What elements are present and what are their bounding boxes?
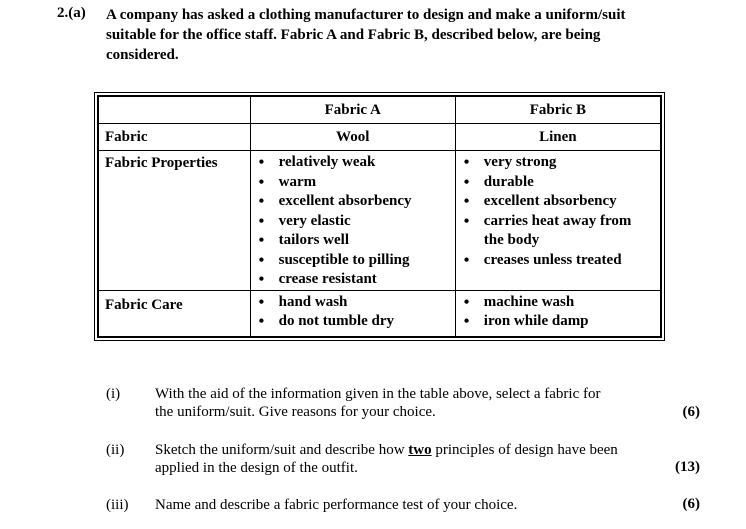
list-item: • relatively weak: [279, 153, 449, 173]
marks-i: (6): [682, 404, 700, 420]
subquestion-number: (iii): [106, 497, 129, 513]
subquestion-line-pre: Sketch the uniform/suit and describe how: [155, 442, 409, 458]
subquestion-line: the uniform/suit. Give reasons for your choice.: [155, 404, 436, 420]
list-item: • carries heat away from the body: [484, 212, 654, 251]
care-b-list: [462, 293, 654, 332]
list-item: • do not tumble dry: [279, 312, 449, 332]
care-a-list: [257, 293, 449, 332]
fabric-table: [97, 95, 662, 338]
properties-a-list: [257, 153, 449, 290]
subquestion-text: [155, 441, 665, 477]
list-item: • excellent absorbency: [484, 192, 654, 212]
subquestion-iii: [106, 496, 706, 516]
subquestion-line: With the aid of the information given in the table above, select a fabric for: [155, 386, 601, 402]
marks-ii: (13): [675, 459, 700, 475]
subquestion-line: applied in the design of the outfit.: [155, 460, 358, 476]
list-item: • excellent absorbency: [279, 192, 449, 212]
fabric-b-name: Linen: [455, 124, 661, 151]
properties-b-list: [462, 153, 654, 270]
list-item: • very elastic: [279, 212, 449, 232]
list-item: • machine wash: [484, 293, 654, 313]
list-item: • creases unless treated: [484, 251, 654, 271]
properties-a-cell: [250, 151, 455, 291]
marks-iii: (6): [682, 496, 700, 512]
list-item: • warm: [279, 173, 449, 193]
table-row-properties: [98, 151, 661, 291]
list-item: • very strong: [484, 153, 654, 173]
care-b-cell: [455, 290, 661, 337]
question-line: suitable for the office staff. Fabric A and Fabric B, described below, are being: [106, 27, 601, 43]
table-row-fabric: [98, 124, 661, 151]
question-text: [106, 5, 696, 65]
header-fabric-a: Fabric A: [250, 96, 455, 124]
list-item: • susceptible to pilling: [279, 251, 449, 271]
table-row-care: [98, 290, 661, 337]
emphasis-two: two: [408, 442, 432, 458]
subquestion-i: [106, 385, 706, 425]
fabric-a-name: Wool: [250, 124, 455, 151]
header-fabric-b: Fabric B: [455, 96, 661, 124]
subquestion-number: (i): [106, 386, 121, 402]
properties-b-cell: [455, 151, 661, 291]
subquestion-number: (ii): [106, 442, 125, 458]
row-label-care: Fabric Care: [98, 290, 250, 337]
care-a-cell: [250, 290, 455, 337]
question-number: 2.(a): [57, 5, 86, 21]
row-label-fabric: Fabric: [98, 124, 250, 151]
list-item: • tailors well: [279, 231, 449, 251]
subquestion-text: [155, 385, 665, 421]
subquestion-ii: [106, 441, 706, 481]
subquestion-line-post: principles of design have been: [431, 442, 618, 458]
list-item: • crease resistant: [279, 270, 449, 290]
question-line: considered.: [106, 47, 179, 63]
table-header-row: [98, 96, 661, 124]
header-empty-cell: [98, 96, 250, 124]
list-item: • durable: [484, 173, 654, 193]
list-item: • hand wash: [279, 293, 449, 313]
subquestion-text: Name and describe a fabric performance test of your choice.: [155, 497, 518, 513]
question-line: A company has asked a clothing manufacturer to design and make a uniform/suit: [106, 7, 626, 23]
list-item: • iron while damp: [484, 312, 654, 332]
row-label-properties: Fabric Properties: [98, 151, 250, 291]
